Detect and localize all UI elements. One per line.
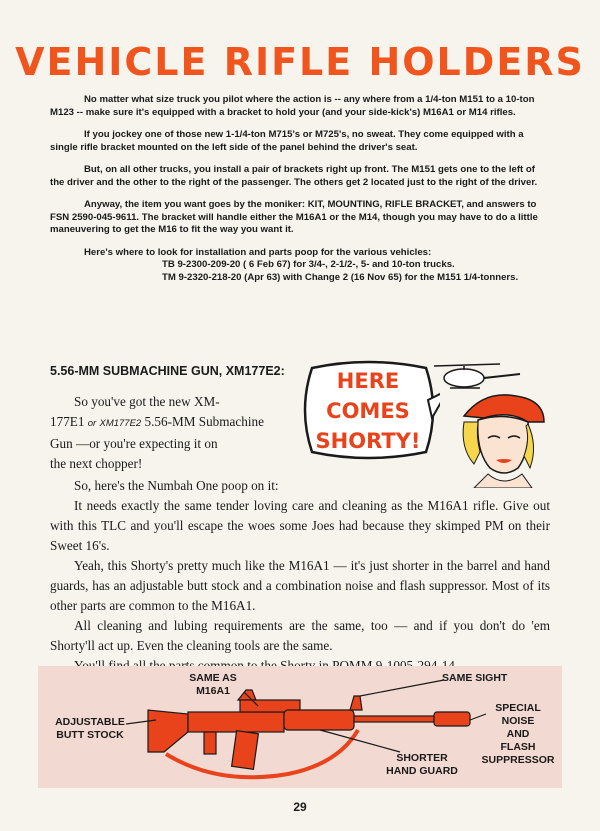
- paragraph: If you jockey one of those new 1-1/4-ton M715's or M725's, no sweat. They come equipped with a single rifle bracket mounted on the left side of the panel behind the driver's seat.: [50, 129, 524, 153]
- woman-portrait: [463, 395, 544, 488]
- paragraph: But, on all other trucks, you install a pair of brackets right up front. The M151 gets one to the left of the driver and the other to the right of the passenger. The others get 2 located just to the right of the driver.: [50, 164, 538, 188]
- paragraph: All cleaning and lubing requirements are the same, too — and if you don't do 'em Shorty'll act up. Even the cleaning tools are the same.: [50, 618, 550, 653]
- intro-text: 177E1: [50, 414, 85, 429]
- handwritten-or: or: [87, 418, 97, 429]
- intro-text: 5.56-MM Submachine: [144, 414, 264, 429]
- paragraph: So, here's the Numbah One poop on it:: [74, 478, 279, 493]
- label-line: FLASH: [500, 741, 536, 753]
- bubble-line: COMES: [326, 399, 410, 423]
- bubble-line: HERE: [336, 369, 400, 393]
- label-line: SAME AS: [189, 672, 237, 684]
- reference-item: TM 9-2320-218-20 (Apr 63) with Change 2 (16 Nov 65) for the M151 1/4-tonners.: [162, 271, 519, 283]
- label-line: AND: [506, 728, 530, 740]
- shorty-illustration: [420, 356, 560, 488]
- label-line: SHORTER: [396, 752, 448, 764]
- intro-line: the next chopper!: [50, 456, 143, 471]
- paragraph: No matter what size truck you pilot where the action is -- any where from a 1/4-ton M151 to a 10-ton M123 -- make sure it's equipped with a bracket to hold your (and your side-kick's) M16A1 or M14 rifles.: [50, 94, 535, 118]
- label-same-as: [178, 672, 248, 698]
- intro-paragraph: [50, 392, 300, 474]
- label-line: HAND GUARD: [386, 765, 458, 777]
- reference-item: TB 9-2300-209-20 ( 6 Feb 67) for 3/4-, 2-1/2-, 5- and 10-ton trucks.: [162, 259, 455, 270]
- helicopter-icon: [434, 364, 520, 388]
- label-line: SPECIAL: [495, 702, 541, 714]
- label-line: ADJUSTABLE: [55, 716, 125, 728]
- page-number: 29: [293, 800, 307, 814]
- reference-lead: Here's where to look for installation and parts poop for the various vehicles:: [84, 246, 432, 258]
- label-line: NOISE: [501, 715, 535, 727]
- intro-line: Gun —or you're expecting it on: [50, 436, 218, 451]
- body-text: [50, 476, 550, 676]
- rifle-diagram: [38, 666, 562, 788]
- section-heading: 5.56-MM SUBMACHINE GUN, XM177E2:: [50, 364, 285, 378]
- bubble-text: [300, 366, 436, 456]
- intro-line: So you've got the new XM-: [74, 394, 220, 409]
- label-butt-stock: [50, 716, 130, 742]
- label-same-sight: SAME SIGHT: [442, 672, 508, 684]
- reference-list: [50, 247, 550, 285]
- handwritten-model: XM177E2: [99, 418, 142, 429]
- intro-section: [50, 94, 550, 284]
- label-suppressor: [478, 702, 558, 767]
- paragraph: Yeah, this Shorty's pretty much like the M16A1 — it's just shorter in the barrel and hand guards, has an adjustable butt stock and a combination noise and flash suppressor. Most of its other parts are common to the M16A1.: [50, 558, 550, 613]
- label-line: M16A1: [196, 685, 230, 697]
- paragraph: Anyway, the item you want goes by the moniker: KIT, MOUNTING, RIFLE BRACKET, and answers to FSN 2590-045-9611. The bracket will handle either the M16A1 or the M14, though you may have to do a little maneuvering to get the M16 to fit the way you want it.: [50, 199, 538, 235]
- label-hand-guard: [382, 752, 462, 778]
- bubble-line: SHORTY!: [315, 429, 421, 453]
- page-title: VEHICLE RIFLE HOLDERS: [15, 40, 585, 84]
- label-line: BUTT STOCK: [56, 729, 124, 741]
- paragraph: It needs exactly the same tender loving care and cleaning as the M16A1 rifle. Give out with this TLC and you'll escape the woes some Joes had because they skimped PM on their Sweet 16's.: [50, 498, 550, 553]
- label-line: SUPPRESSOR: [481, 754, 555, 766]
